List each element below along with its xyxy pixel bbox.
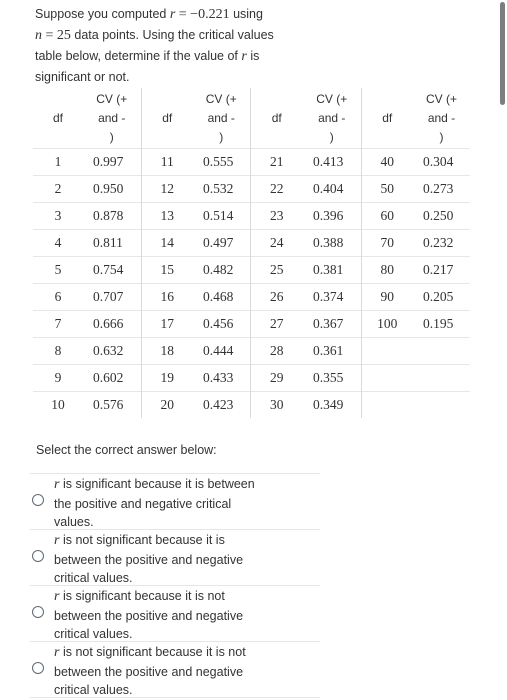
df-cell: 5 [33, 257, 83, 284]
cv-cell: 0.273 [413, 176, 470, 203]
r-value: = −0.221 [178, 7, 230, 22]
df-cell: 25 [250, 257, 303, 284]
answer-option-3[interactable] [30, 586, 320, 642]
option-label [54, 531, 294, 588]
df-cell: 14 [141, 230, 193, 257]
option-label [54, 587, 294, 644]
cv-cell: 0.349 [303, 392, 361, 419]
prompt-line-1 [35, 4, 295, 25]
cv-cell: 0.532 [193, 176, 250, 203]
cv-cell: 0.381 [303, 257, 361, 284]
n-value: = 25 [45, 28, 71, 43]
df-cell: 30 [250, 392, 303, 419]
table-row [33, 392, 470, 419]
cv-cell: 0.456 [193, 311, 250, 338]
option-line: is not significant because it is not [62, 645, 246, 659]
df-cell: 21 [250, 149, 303, 176]
table-row [33, 149, 470, 176]
df-cell: 27 [250, 311, 303, 338]
question-prompt [35, 4, 295, 87]
cv-header [303, 88, 361, 149]
table-header-row [33, 88, 470, 149]
r-symbol: r [169, 7, 176, 22]
df-cell: 29 [250, 365, 303, 392]
cv-cell: 0.396 [303, 203, 361, 230]
cv-cell: 0.217 [413, 257, 470, 284]
option-line: between the positive and negative [54, 552, 244, 567]
cv-header-line: and - [207, 110, 235, 125]
cv-cell: 0.707 [83, 284, 141, 311]
prompt-text: using [233, 7, 263, 21]
df-cell: 90 [361, 284, 413, 311]
prompt-line-4: significant or not. [35, 70, 130, 84]
df-header: df [52, 110, 63, 125]
cv-header [193, 88, 250, 149]
df-cell: 7 [33, 311, 83, 338]
cv-header-line: ) [219, 129, 224, 144]
answer-option-2[interactable] [30, 530, 320, 586]
prompt-line-2 [35, 25, 295, 46]
cv-cell: 0.423 [193, 392, 250, 419]
df-cell: 18 [141, 338, 193, 365]
answer-area [30, 428, 320, 698]
table-row [33, 257, 470, 284]
option-label [54, 643, 294, 700]
df-header: df [382, 110, 393, 125]
cv-cell: 0.250 [413, 203, 470, 230]
cv-cell: 0.232 [413, 230, 470, 257]
prompt-line-3 [35, 46, 295, 67]
df-cell: 26 [250, 284, 303, 311]
df-cell: 80 [361, 257, 413, 284]
cv-header-line: ) [109, 129, 114, 144]
cv-cell: 0.205 [413, 284, 470, 311]
r-symbol: r [54, 477, 60, 492]
cv-cell: 0.666 [83, 311, 141, 338]
df-cell: 50 [361, 176, 413, 203]
table-row [33, 176, 470, 203]
df-header: df [271, 110, 282, 125]
df-cell [361, 338, 413, 365]
cv-header-line: and - [98, 110, 126, 125]
option-line: is significant because it is between [62, 477, 255, 491]
cv-cell: 0.304 [413, 149, 470, 176]
r-symbol: r [54, 589, 60, 604]
cv-cell: 0.632 [83, 338, 141, 365]
option-label [54, 475, 294, 532]
cv-cell: 0.482 [193, 257, 250, 284]
prompt-text: is [250, 49, 260, 63]
cv-cell: 0.514 [193, 203, 250, 230]
cv-cell: 0.388 [303, 230, 361, 257]
cv-cell: 0.878 [83, 203, 141, 230]
df-cell: 19 [141, 365, 193, 392]
df-cell: 70 [361, 230, 413, 257]
cv-cell: 0.404 [303, 176, 361, 203]
cv-cell: 0.950 [83, 176, 141, 203]
critical-values-table [33, 88, 470, 418]
df-cell: 40 [361, 149, 413, 176]
cv-header-line: CV (+ [425, 91, 457, 106]
option-line: values. [54, 515, 94, 529]
cv-header [83, 88, 141, 149]
answer-option-4[interactable] [30, 642, 320, 698]
prompt-text: data points. Using the critical values [74, 28, 274, 42]
radio-button-icon[interactable] [32, 606, 44, 618]
cv-cell: 0.811 [83, 230, 141, 257]
cv-header-line: CV (+ [205, 91, 237, 106]
cv-header-line: and - [427, 110, 456, 125]
cv-cell: 0.355 [303, 365, 361, 392]
option-line: between the positive and negative [54, 664, 244, 679]
prompt-text: table below, determine if the value of [35, 49, 238, 63]
cv-cell: 0.195 [413, 311, 470, 338]
df-cell: 4 [33, 230, 83, 257]
option-line: critical values. [54, 627, 133, 641]
cv-cell [413, 392, 470, 419]
r-symbol [241, 49, 246, 64]
radio-button-icon[interactable] [32, 662, 44, 674]
cv-header-line: and - [318, 110, 346, 125]
df-cell: 100 [361, 311, 413, 338]
table-row [33, 338, 470, 365]
df-cell: 20 [141, 392, 193, 419]
table-row [33, 365, 470, 392]
scrollbar-thumb[interactable] [500, 2, 505, 105]
df-cell: 1 [33, 149, 83, 176]
r-symbol: r [54, 645, 60, 660]
df-cell: 24 [250, 230, 303, 257]
cv-cell: 0.497 [193, 230, 250, 257]
cv-header-line: CV (+ [316, 91, 348, 106]
n-symbol: n [35, 28, 42, 43]
df-cell: 6 [33, 284, 83, 311]
cv-cell: 0.433 [193, 365, 250, 392]
cv-cell: 0.468 [193, 284, 250, 311]
df-cell: 2 [33, 176, 83, 203]
cv-cell: 0.361 [303, 338, 361, 365]
df-cell: 23 [250, 203, 303, 230]
cv-header-line: ) [439, 129, 444, 144]
df-cell: 3 [33, 203, 83, 230]
df-cell: 11 [141, 149, 193, 176]
df-cell: 28 [250, 338, 303, 365]
cv-header-line: CV (+ [96, 91, 128, 106]
df-cell: 12 [141, 176, 193, 203]
df-cell: 13 [141, 203, 193, 230]
df-cell [361, 365, 413, 392]
cv-cell [413, 338, 470, 365]
cv-cell: 0.413 [303, 149, 361, 176]
r-symbol-text: r [241, 49, 247, 64]
n-equation [35, 28, 71, 43]
cv-header-line: ) [329, 129, 334, 144]
df-cell: 22 [250, 176, 303, 203]
df-cell: 60 [361, 203, 413, 230]
table-row [33, 203, 470, 230]
df-cell [361, 392, 413, 419]
df-cell: 17 [141, 311, 193, 338]
table-row [33, 230, 470, 257]
option-line: is not significant because it is [62, 533, 225, 547]
radio-button-icon[interactable] [32, 550, 44, 562]
radio-button-icon[interactable] [32, 494, 44, 506]
option-line: between the positive and negative [54, 608, 244, 623]
cv-header [413, 88, 470, 149]
table-body [33, 149, 470, 419]
option-line: critical values. [54, 683, 133, 697]
df-cell: 15 [141, 257, 193, 284]
table-row [33, 311, 470, 338]
cv-cell: 0.602 [83, 365, 141, 392]
answer-option-1[interactable] [30, 474, 320, 530]
option-line: is significant because it is not [62, 589, 225, 603]
prompt-text: Suppose you computed [35, 7, 167, 21]
cv-cell: 0.576 [83, 392, 141, 419]
r-symbol: r [54, 533, 60, 548]
cv-cell: 0.997 [83, 149, 141, 176]
df-cell: 10 [33, 392, 83, 419]
answer-instruction: Select the correct answer below: [36, 443, 217, 457]
cv-cell: 0.555 [193, 149, 250, 176]
cv-cell: 0.374 [303, 284, 361, 311]
cv-cell: 0.444 [193, 338, 250, 365]
option-line: the positive and negative critical [54, 496, 232, 511]
option-line: critical values. [54, 571, 133, 585]
df-header: df [162, 110, 173, 125]
answer-options [30, 473, 320, 698]
table-row [33, 284, 470, 311]
cv-cell [413, 365, 470, 392]
r-equation [170, 7, 230, 22]
df-cell: 16 [141, 284, 193, 311]
cv-cell: 0.367 [303, 311, 361, 338]
df-cell: 9 [33, 365, 83, 392]
df-cell: 8 [33, 338, 83, 365]
scrollbar[interactable] [498, 0, 507, 700]
cv-cell: 0.754 [83, 257, 141, 284]
